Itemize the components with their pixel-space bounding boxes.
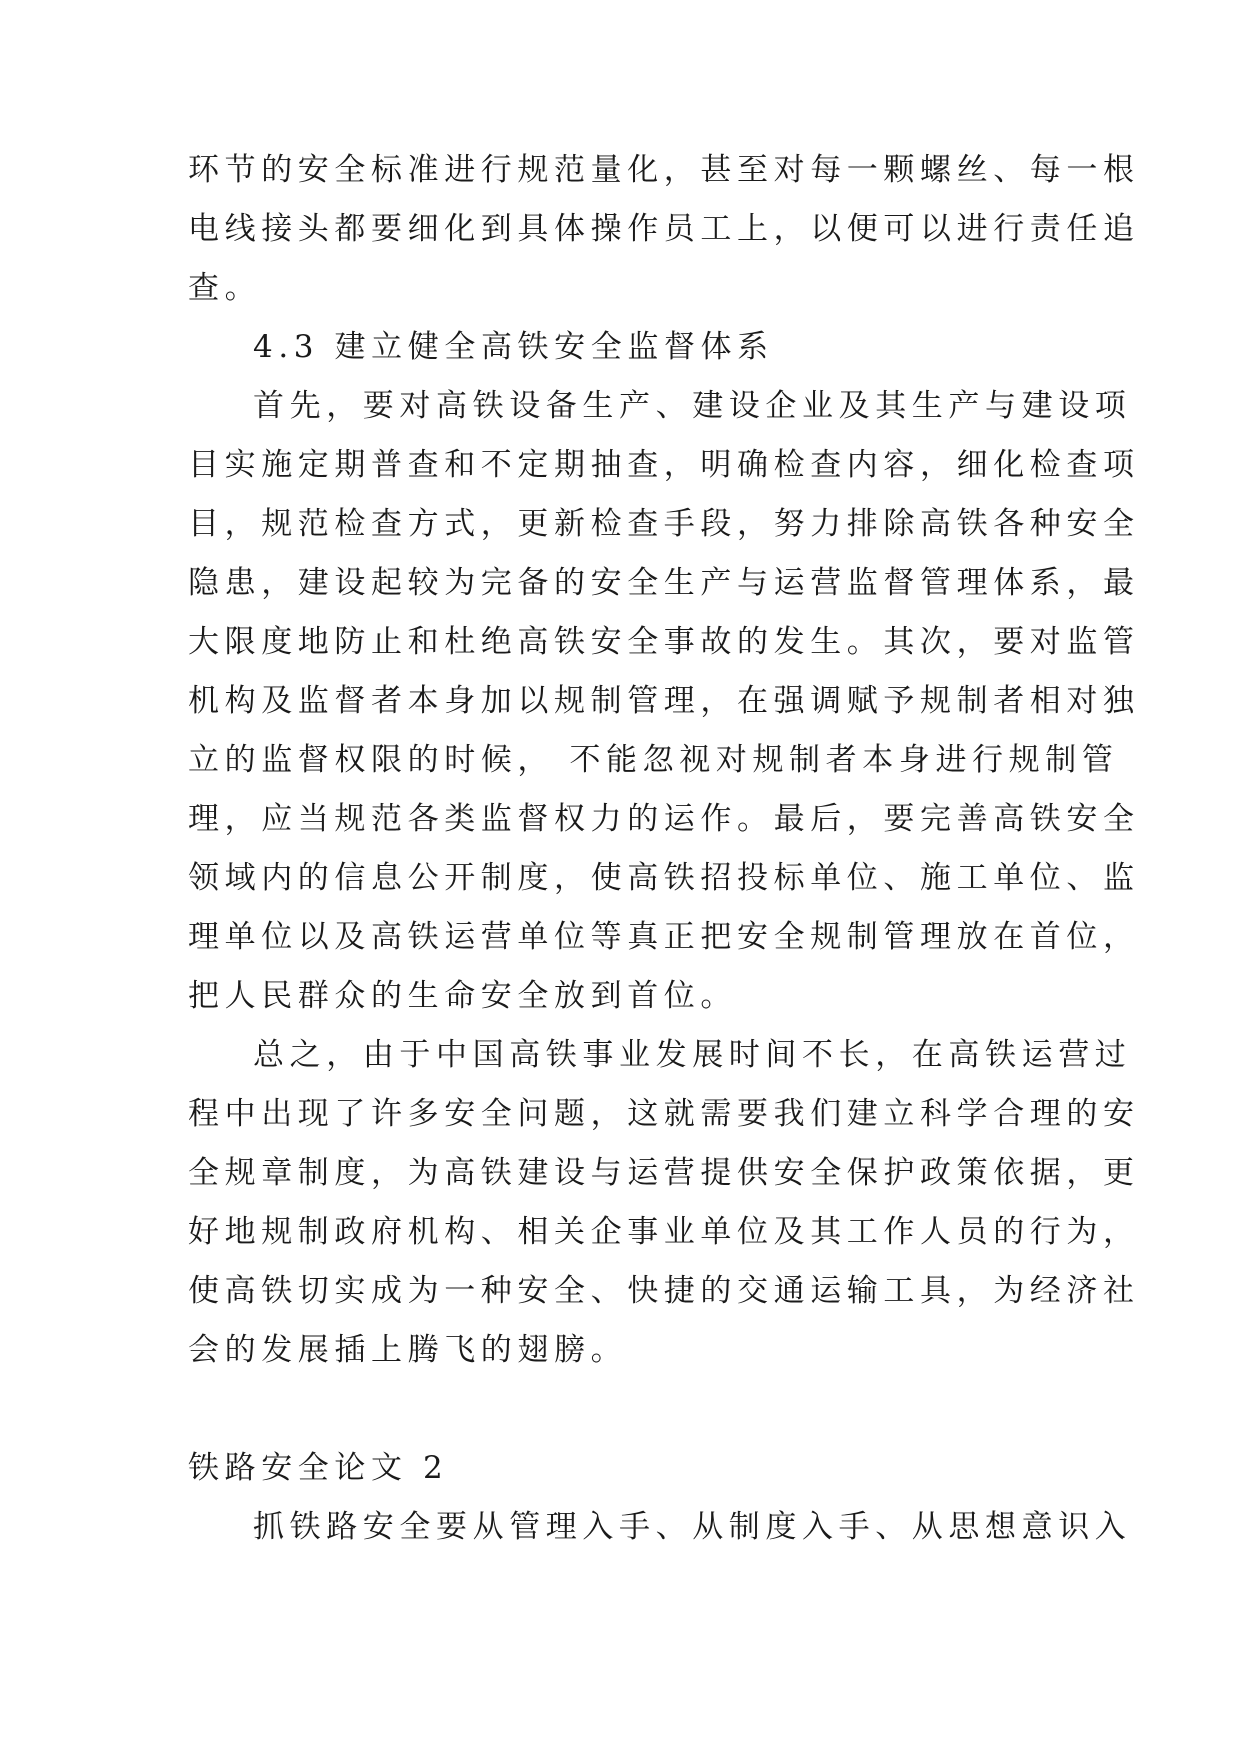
paragraph-line: 抓铁路安全要从管理入手、从制度入手、从思想意识入: [253, 1509, 1132, 1545]
paragraph-line: 好地规制政府机构、相关企事业单位及其工作人员的行为，: [188, 1214, 1140, 1250]
paragraph-line: 会的发展插上腾飞的翅膀。: [188, 1332, 628, 1368]
paragraph-line: 把人民群众的生命安全放到首位。: [188, 978, 737, 1014]
paragraph-line: 程中出现了许多安全问题，这就需要我们建立科学合理的安: [188, 1096, 1140, 1132]
article-title: 铁路安全论文 2: [188, 1450, 449, 1486]
paragraph-line: 机构及监督者本身加以规制管理，在强调赋予规制者相对独: [188, 683, 1140, 719]
paragraph-line: 隐患，建设起较为完备的安全生产与运营监督管理体系，最: [188, 565, 1140, 601]
paragraph-line: 使高铁切实成为一种安全、快捷的交通运输工具，为经济社: [188, 1273, 1140, 1309]
paragraph-line: 首先，要对高铁设备生产、建设企业及其生产与建设项: [253, 388, 1132, 424]
paragraph-line: 目，规范检查方式，更新检查手段，努力排除高铁各种安全: [188, 506, 1140, 542]
paragraph-line: 电线接头都要细化到具体操作员工上，以便可以进行责任追: [188, 211, 1140, 247]
section-heading: 4.3 建立健全高铁安全监督体系: [253, 329, 774, 365]
paragraph-line: 大限度地防止和杜绝高铁安全事故的发生。其次，要对监管: [188, 624, 1140, 660]
paragraph-line: 理，应当规范各类监督权力的运作。最后，要完善高铁安全: [188, 801, 1140, 837]
paragraph-line: 查。: [188, 270, 262, 306]
paragraph-line: 理单位以及高铁运营单位等真正把安全规制管理放在首位，: [188, 919, 1140, 955]
paragraph-line: 目实施定期普查和不定期抽查，明确检查内容，细化检查项: [188, 447, 1140, 483]
paragraph-line: 立的监督权限的时候， 不能忽视对规制者本身进行规制管: [188, 742, 1119, 778]
paragraph-line: 全规章制度，为高铁建设与运营提供安全保护政策依据，更: [188, 1155, 1140, 1191]
paragraph-line: 领域内的信息公开制度，使高铁招投标单位、施工单位、监: [188, 860, 1140, 896]
paragraph-line: 环节的安全标准进行规范量化，甚至对每一颗螺丝、每一根: [188, 152, 1140, 188]
paragraph-line: 总之，由于中国高铁事业发展时间不长，在高铁运营过: [253, 1037, 1132, 1073]
